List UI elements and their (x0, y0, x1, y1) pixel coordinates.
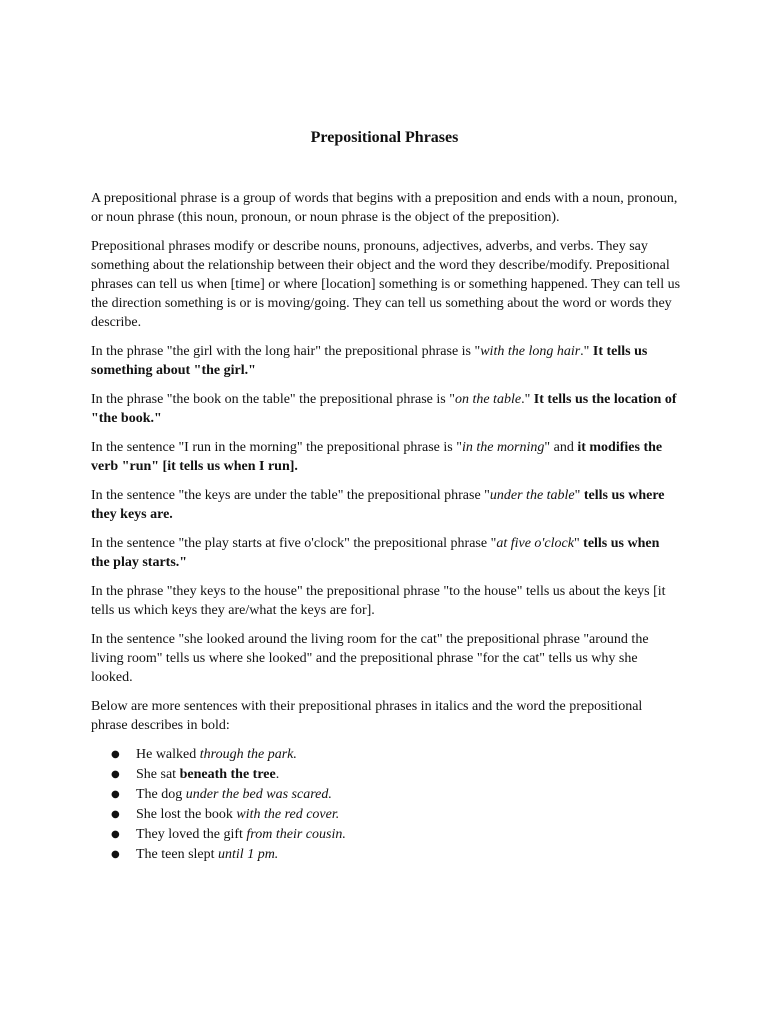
text-run: In the sentence "the keys are under the table" the prepositional phrase " (91, 488, 490, 503)
text-run: In the phrase "the book on the table" the prepositional phrase is " (91, 392, 455, 407)
bullet-icon: ● (111, 829, 120, 840)
paragraph (91, 237, 681, 332)
italic-text: with the red cover. (236, 807, 340, 822)
bullet-icon: ● (111, 749, 120, 760)
bold-text: tells us where they keys are. (91, 488, 665, 522)
bold-text: It tells us something about "the girl." (91, 344, 648, 378)
text-run: . (275, 767, 280, 782)
bullet-icon: ● (111, 769, 120, 780)
paragraph (91, 438, 681, 476)
paragraph (91, 534, 681, 572)
bold-text: tells us when the play starts." (91, 536, 660, 570)
italic-text: under the bed was scared. (185, 787, 332, 802)
text-run: The dog (136, 787, 186, 802)
text-run: She lost the book (136, 807, 237, 822)
paragraph (91, 582, 681, 620)
document-title: Prepositional Phrases (310, 129, 459, 146)
paragraph (91, 189, 681, 227)
italic-text: from their cousin. (246, 827, 346, 842)
text-run: In the sentence "the play starts at five o'clock" the prepositional phrase " (91, 536, 497, 551)
paragraph (91, 390, 681, 428)
bullet-icon: ● (111, 789, 120, 800)
text-run: In the phrase "they keys to the house" the prepositional phrase "to the house" tells us about the keys [it tells us which keys they are/what the keys are for]. (91, 584, 666, 618)
text-run: Below are more sentences with their prepositional phrases in italics and the word the prepositional phrase describes in bold: (91, 699, 643, 733)
text-run: She sat (136, 767, 180, 782)
paragraph (91, 630, 681, 687)
italic-text: under the table (489, 488, 575, 503)
text-run: In the sentence "she looked around the living room for the cat" the prepositional phrase "around the living room" tells us where she looked" and the prepositional phrase "for the cat" tells us why she looked. (91, 632, 649, 685)
text-run: " and (544, 440, 578, 455)
bullet-item (91, 765, 681, 785)
paragraph (91, 342, 681, 380)
bold-text: it modifies the verb "run" [it tells us when I run]. (91, 440, 663, 474)
text-run: Prepositional phrases modify or describe nouns, pronouns, adjectives, adverbs, and verbs. They say something about the relationship between their object and the word they describe/modify. Prepositional phrases can tell us when [time] or where [location] something is or something happened. They can tell us the direction something is or is moving/going. They can tell us something about the word or words they describe. (91, 239, 681, 330)
bold-text: beneath the tree (179, 767, 276, 782)
bullet-icon: ● (111, 849, 120, 860)
bullet-item (91, 805, 681, 825)
text-run: " (574, 488, 584, 503)
italic-text: until 1 pm. (218, 847, 279, 862)
paragraph (91, 486, 681, 524)
text-run: In the sentence "I run in the morning" the prepositional phrase is " (91, 440, 462, 455)
document-body (91, 189, 681, 865)
paragraph (91, 697, 681, 735)
italic-text: on the table (454, 392, 522, 407)
bullet-item (91, 785, 681, 805)
text-run: In the phrase "the girl with the long hair" the prepositional phrase is " (91, 344, 481, 359)
italic-text: with the long hair (480, 344, 581, 359)
italic-text: in the morning (461, 440, 545, 455)
bullet-item (91, 845, 681, 865)
text-run: ." (580, 344, 593, 359)
text-run: He walked (136, 747, 200, 762)
text-run: " (573, 536, 584, 551)
text-run: ." (521, 392, 534, 407)
example-bullet-list (91, 745, 681, 865)
bold-text: It tells us the location of "the book." (91, 392, 677, 426)
text-run: They loved the gift (136, 827, 247, 842)
text-run: The teen slept (136, 847, 219, 862)
paragraph-list (91, 189, 681, 735)
text-run: A prepositional phrase is a group of words that begins with a preposition and ends with a noun, pronoun, or noun phrase (this noun, pronoun, or noun phrase is the object of the preposition). (91, 191, 678, 225)
italic-text: at five o'clock (496, 536, 574, 551)
bullet-item (91, 825, 681, 845)
bullet-item (91, 745, 681, 765)
italic-text: through the park. (199, 747, 297, 762)
bullet-icon: ● (111, 809, 120, 820)
